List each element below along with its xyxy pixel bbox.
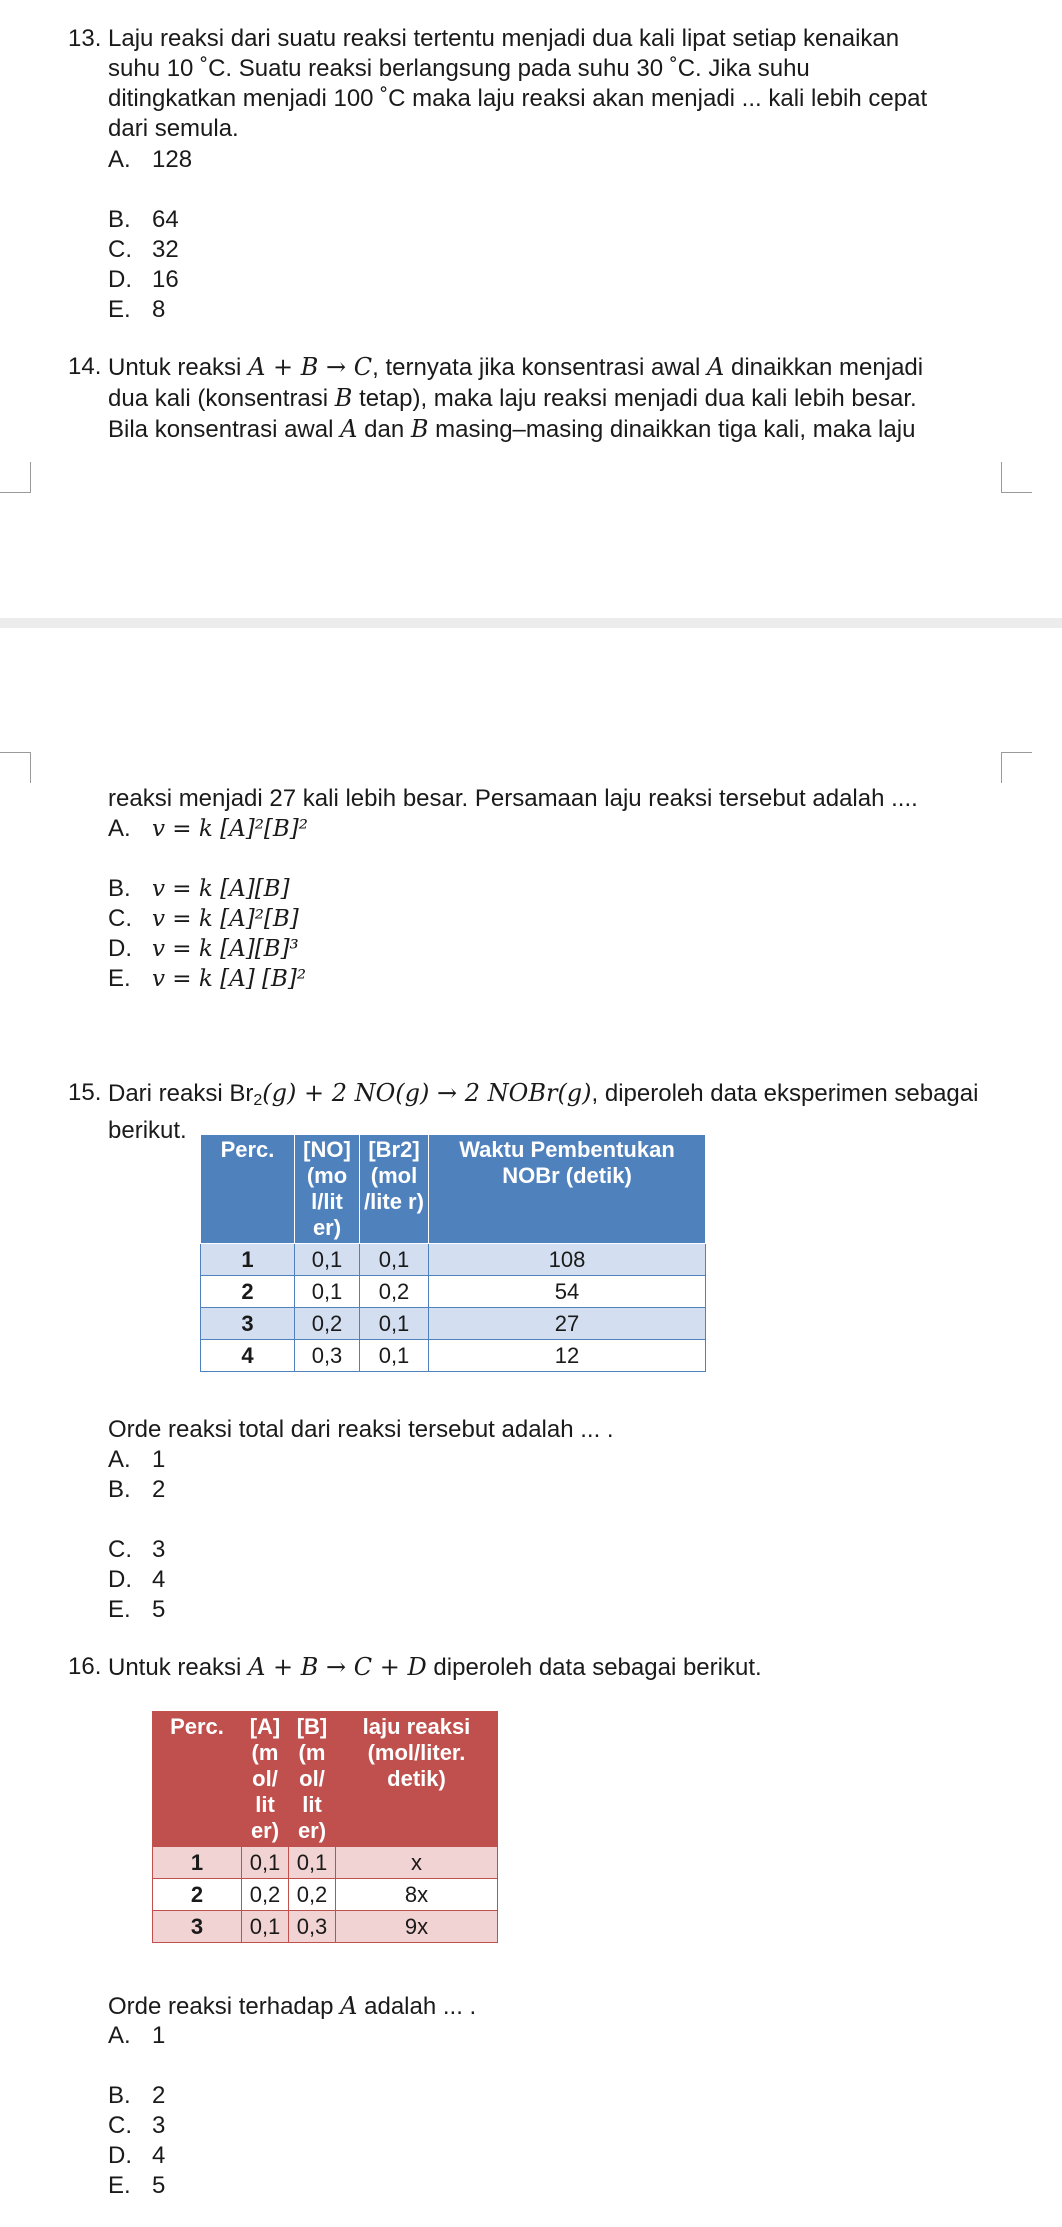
rate-equation: v = k [A]²[B]: [152, 906, 299, 932]
text: tetap), maka laju reaksi menjadi dua kali lebih besar.: [352, 385, 917, 412]
option-label: A.: [108, 815, 131, 842]
column-header: Perc.: [201, 1135, 295, 1244]
reaction-equation: A + B → C + D: [248, 1653, 427, 1681]
option-text: 2: [152, 1476, 166, 1503]
text: Untuk reaksi: [108, 354, 249, 381]
table-row: [153, 1879, 498, 1911]
option-d[interactable]: [108, 265, 179, 295]
table-cell: 0,1: [289, 1847, 336, 1879]
option-b[interactable]: [108, 874, 290, 904]
table-cell: 0,2: [360, 1276, 429, 1308]
option-label: B.: [108, 1476, 131, 1503]
table-cell: 0,3: [289, 1911, 336, 1943]
option-text: 1: [152, 2022, 166, 2049]
table-row: [201, 1244, 706, 1276]
question-14: [68, 352, 1008, 445]
table-cell: 0,1: [360, 1244, 429, 1276]
option-d[interactable]: [108, 2141, 165, 2171]
option-label: D.: [108, 1566, 132, 1593]
table-cell: 12: [429, 1340, 706, 1372]
table-cell: 27: [429, 1308, 706, 1340]
option-text: 64: [152, 206, 179, 233]
table-row: [201, 1340, 706, 1372]
option-a[interactable]: [108, 814, 308, 844]
column-header: Perc.: [153, 1712, 242, 1847]
option-text: 16: [152, 266, 179, 293]
text: dinaikkan menjadi: [724, 354, 924, 381]
option-label: D.: [108, 935, 132, 962]
option-label: A.: [108, 1446, 131, 1473]
variable: A: [706, 353, 725, 381]
table-cell: 0,3: [295, 1340, 360, 1372]
text: dan: [357, 416, 411, 443]
variable: A: [340, 415, 358, 443]
option-e[interactable]: [108, 964, 306, 994]
table-cell: 4: [201, 1340, 295, 1372]
text: adalah ... .: [357, 1993, 477, 2020]
rate-equation: v = k [A][B]: [152, 876, 290, 902]
text-line: [108, 1652, 1008, 1683]
option-text: 8: [152, 296, 166, 323]
table-cell: 2: [153, 1879, 242, 1911]
question-number: 15.: [68, 1079, 102, 1106]
table-cell: 8x: [336, 1879, 498, 1911]
question-text: [108, 352, 1008, 445]
table-cell: 2: [201, 1276, 295, 1308]
question-text: [108, 24, 1008, 144]
column-header: [NO] (mo l/lit er): [295, 1135, 360, 1244]
option-label: A.: [108, 2022, 131, 2049]
table-cell: 1: [201, 1244, 295, 1276]
table-row: [201, 1308, 706, 1340]
page-break: [0, 618, 1062, 628]
option-text: 128: [152, 146, 193, 173]
option-label: B.: [108, 2082, 131, 2109]
text: diperoleh data sebagai berikut.: [426, 1654, 762, 1681]
option-text: 5: [152, 2172, 166, 2199]
option-text: 4: [152, 1566, 166, 1593]
option-text: 3: [152, 2112, 166, 2139]
column-header: [B] (m ol/ lit er): [289, 1712, 336, 1847]
text: , diperoleh data eksperimen sebagai: [591, 1080, 979, 1107]
text: Untuk reaksi: [108, 1654, 249, 1681]
table-row: [153, 1911, 498, 1943]
option-c[interactable]: [108, 235, 179, 265]
question-14-continued: [68, 784, 1008, 814]
table-row: [201, 1276, 706, 1308]
rate-equation: v = k [A][B]³: [152, 936, 299, 962]
text-line: ditingkatkan menjadi 100 ˚C maka laju reaksi akan menjadi ... kali lebih cepat: [108, 85, 928, 112]
text-line: dari semula.: [108, 115, 239, 142]
question-15-prompt: [68, 1415, 1008, 1445]
option-label: C.: [108, 1536, 132, 1563]
text-line: Orde reaksi total dari reaksi tersebut adalah ... .: [108, 1416, 614, 1443]
option-d[interactable]: [108, 1565, 165, 1595]
option-e[interactable]: [108, 295, 165, 325]
option-text: 5: [152, 1596, 166, 1623]
text-line: berikut.: [108, 1117, 187, 1144]
subscript: 2: [253, 1092, 263, 1109]
option-b[interactable]: [108, 205, 179, 235]
page-corner-mark: [1001, 752, 1032, 783]
table-cell: 0,1: [295, 1244, 360, 1276]
table-header-row: [153, 1712, 498, 1847]
data-table: [200, 1134, 706, 1372]
option-e[interactable]: [108, 2171, 165, 2201]
option-label: E.: [108, 965, 131, 992]
option-a[interactable]: [108, 1445, 165, 1475]
option-c[interactable]: [108, 904, 299, 934]
question-number: 14.: [68, 353, 102, 380]
table-cell: 0,1: [242, 1911, 289, 1943]
table-cell: 9x: [336, 1911, 498, 1943]
table-cell: 1: [153, 1847, 242, 1879]
option-label: C.: [108, 2112, 132, 2139]
rate-equation: v = k [A] [B]²: [152, 966, 307, 992]
option-b[interactable]: [108, 2081, 165, 2111]
question-13: [68, 24, 1008, 144]
variable: B: [334, 384, 353, 412]
table-cell: 0,1: [360, 1340, 429, 1372]
text: dua kali (konsentrasi: [108, 385, 335, 412]
variable: B: [410, 415, 429, 443]
question-number: 13.: [68, 25, 102, 52]
table-row: [153, 1847, 498, 1879]
page-corner-mark: [0, 462, 31, 493]
table-cell: 54: [429, 1276, 706, 1308]
text: Dari reaksi Br: [108, 1080, 254, 1107]
option-label: E.: [108, 2172, 131, 2199]
page-corner-mark: [0, 752, 31, 783]
table-cell: 0,1: [360, 1308, 429, 1340]
option-text: 2: [152, 2082, 166, 2109]
reaction-equation: A + B → C: [248, 353, 373, 381]
table-header-row: [201, 1135, 706, 1244]
table-cell: 0,2: [242, 1879, 289, 1911]
column-header: Waktu Pembentukan NOBr (detik): [429, 1135, 706, 1244]
text-line: Laju reaksi dari suatu reaksi tertentu menjadi dua kali lipat setiap kenaikan: [108, 25, 900, 52]
option-b[interactable]: [108, 1475, 165, 1505]
table-cell: 0,2: [289, 1879, 336, 1911]
text-line: suhu 10 ˚C. Suatu reaksi berlangsung pada suhu 30 ˚C. Jika suhu: [108, 55, 810, 82]
option-label: C.: [108, 905, 132, 932]
text: , ternyata jika konsentrasi awal: [372, 354, 707, 381]
option-c[interactable]: [108, 1535, 165, 1565]
option-label: E.: [108, 1596, 131, 1623]
column-header: laju reaksi (mol/liter. detik): [336, 1712, 498, 1847]
option-label: B.: [108, 875, 131, 902]
text: masing–masing dinaikkan tiga kali, maka laju: [428, 416, 916, 443]
option-label: E.: [108, 296, 131, 323]
option-text: 3: [152, 1536, 166, 1563]
rate-equation: v = k [A]²[B]²: [152, 816, 308, 842]
text: Orde reaksi terhadap: [108, 1993, 341, 2020]
table-cell: 0,1: [295, 1276, 360, 1308]
table-cell: 108: [429, 1244, 706, 1276]
text: Bila konsentrasi awal: [108, 416, 341, 443]
page-corner-mark: [1001, 462, 1032, 493]
table-cell: 3: [201, 1308, 295, 1340]
text-line: [108, 1078, 1008, 1116]
option-label: D.: [108, 266, 132, 293]
option-e[interactable]: [108, 1595, 165, 1625]
variable: A: [340, 1992, 358, 2020]
table-cell: 3: [153, 1911, 242, 1943]
table-cell: 0,2: [295, 1308, 360, 1340]
option-text: 4: [152, 2142, 166, 2169]
question-16-prompt: [68, 1991, 1008, 2022]
column-header: [Br2] (mol /lite r): [360, 1135, 429, 1244]
option-label: C.: [108, 236, 132, 263]
text-line: [108, 414, 1008, 445]
reaction-equation: (g) + 2 NO(g) → 2 NOBr(g): [262, 1079, 592, 1107]
option-a[interactable]: [108, 145, 192, 175]
option-text: 32: [152, 236, 179, 263]
option-text: 1: [152, 1446, 166, 1473]
option-label: B.: [108, 206, 131, 233]
text-line: [108, 352, 1008, 383]
option-d[interactable]: [108, 934, 299, 964]
column-header: [A] (m ol/ lit er): [242, 1712, 289, 1847]
option-label: D.: [108, 2142, 132, 2169]
text-line: [108, 1991, 1008, 2022]
text-line: [108, 383, 1008, 414]
question-number: 16.: [68, 1653, 102, 1680]
data-table: [152, 1711, 498, 1943]
option-c[interactable]: [108, 2111, 165, 2141]
option-label: A.: [108, 146, 131, 173]
table-cell: x: [336, 1847, 498, 1879]
option-a[interactable]: [108, 2021, 165, 2051]
table-cell: 0,1: [242, 1847, 289, 1879]
text-line: reaksi menjadi 27 kali lebih besar. Persamaan laju reaksi tersebut adalah ....: [108, 785, 918, 812]
question-16: [68, 1652, 1008, 1683]
